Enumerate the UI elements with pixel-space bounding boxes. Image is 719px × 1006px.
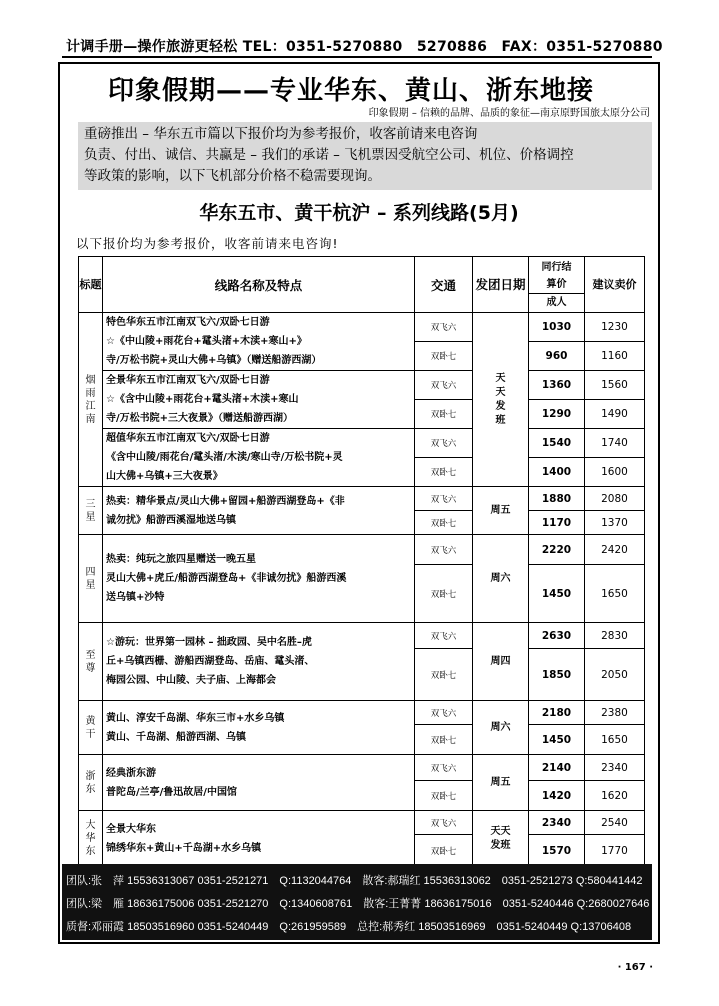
transport-cell: 双飞六 [415,429,473,458]
schedule-char: 天 [495,386,506,398]
contact-row: 质督:邓丽霞 18503516960 0351-5240449 Q:261959589 总控:郝秀红 18503516969 0351-5240449 Q:13706408 [66,921,632,933]
transport-cell: 双飞六 [415,487,473,511]
transport-cell: 双卧七 [415,781,473,811]
notice-line: 重磅推出 – 华东五市篇以下报价均为参考报价，收客前请来电咨询 [84,126,478,142]
route-line: 梅园公园、中山陵、夫子庙、上海都会 [106,675,276,686]
peer-price-cell: 1400 [529,458,585,487]
category-char: 干 [85,728,96,740]
route-cell [103,623,415,701]
header-peer-1: 同行结 [541,261,572,273]
notice-line: 负责、付出、诚信、共赢是 – 我们的承诺 – 飞机票因受航空公司、机位、价格调控 [84,147,574,163]
route-line: ☆《含中山陵+雨花台+鼋头渚+木渎+寒山 [106,394,299,405]
schedule-part: 天天 [490,825,511,837]
peer-price-cell: 1540 [529,429,585,458]
table-row [79,487,645,511]
transport-cell: 双卧七 [415,511,473,535]
peer-price-cell: 1030 [529,313,585,342]
transport-cell: 双飞六 [415,701,473,725]
route-line: 全景大华东 [106,823,156,835]
schedule-cell: 周五 [473,755,529,811]
route-line: 灵山大佛+虎丘/船游西湖登岛+《非诚勿扰》船游西溪 [106,573,347,584]
transport-cell: 双卧七 [415,458,473,487]
peer-price-cell: 1290 [529,400,585,429]
suggested-price-cell: 2380 [585,701,645,725]
suggested-price-cell: 1370 [585,511,645,535]
category-char: 江 [85,400,96,412]
route-cell [103,701,415,755]
route-line: 送乌镇+沙特 [106,592,165,603]
table-row [79,371,645,400]
route-line: 寺/万松书院+三大夜景》（赠送船游西湖） [106,413,294,424]
route-line: 黄山、千岛湖、船游西湖、乌镇 [106,731,246,743]
suggested-price-cell: 1230 [585,313,645,342]
schedule-char: 发 [495,400,506,412]
peer-price-cell: 1420 [529,781,585,811]
route-line: ☆游玩：世界第一园林 – 拙政园、吴中名胜–虎 [106,637,312,648]
table-row [79,429,645,458]
route-cell [103,811,415,867]
category-cell [79,623,103,701]
suggested-price-cell: 1740 [585,429,645,458]
contact-row: 团队:张 萍 15536313067 0351-2521271 Q:1132044764 散客:郝瑞红 15536313062 0351-2521273 Q:580441442 [66,875,643,887]
category-char: 尊 [85,662,96,674]
category-char: 东 [85,846,96,857]
transport-cell: 双飞六 [415,371,473,400]
transport-cell: 双卧七 [415,342,473,371]
suggested-price-cell: 1600 [585,458,645,487]
header-route: 线路名称及特点 [103,257,415,313]
page-subtitle: 印象假期 – 信赖的品牌、品质的象征—南京原野国旅太原分公司 [368,108,650,119]
schedule-cell: 周四 [473,623,529,701]
suggested-price-cell: 1650 [585,725,645,755]
category-cell [79,313,103,487]
notice-line: 等政策的影响，以下飞机部分价格不稳需要现询。 [84,168,381,184]
header-peer-2: 算价 [529,276,584,294]
table-row [79,535,645,565]
suggested-price-cell: 1770 [585,835,645,867]
route-line: 全景华东五市江南双飞六/双卧七日游 [106,375,270,386]
suggested-price-cell: 1160 [585,342,645,371]
peer-price-cell: 1360 [529,371,585,400]
route-line: 黄山、淳安千岛湖、华东三市+水乡乌镇 [106,712,285,724]
route-line: 普陀岛/兰亭/鲁迅故居/中国馆 [106,786,237,798]
route-cell [103,755,415,811]
page-header [62,32,663,58]
schedule-cell [473,313,529,487]
header-peer [529,257,585,313]
route-line: ☆《中山陵+雨花台+鼋头渚+木渎+寒山+》 [106,336,307,347]
contacts-bar [62,864,652,940]
transport-cell: 双飞六 [415,755,473,781]
transport-cell: 双飞六 [415,313,473,342]
peer-price-cell: 1170 [529,511,585,535]
suggested-price-cell: 2340 [585,755,645,781]
route-line: 丘+乌镇西栅、游船西湖登岛、岳庙、鼋头渚、 [106,656,315,667]
peer-price-cell: 2180 [529,701,585,725]
table-row [79,755,645,781]
contact-row: 团队:梁 雁 18636175006 0351-2521270 Q:1340608761 散客:王菁菁 18636175016 0351-5240446 Q:2680027646 [66,898,650,910]
table-row [79,701,645,725]
route-price-table [78,256,645,867]
transport-cell: 双卧七 [415,565,473,623]
category-cell [79,487,103,535]
category-cell [79,755,103,811]
table-header-row [79,257,645,313]
peer-price-cell: 2220 [529,535,585,565]
peer-price-cell: 1570 [529,835,585,867]
route-cell [103,429,415,487]
suggested-price-cell: 1490 [585,400,645,429]
peer-price-cell: 2140 [529,755,585,781]
category-cell [79,535,103,623]
category-char: 烟 [85,374,96,386]
route-line: 热卖：纯玩之旅四星赠送一晚五星 [106,554,256,565]
category-char: 三 [85,498,96,510]
transport-cell: 双卧七 [415,835,473,867]
route-cell [103,371,415,429]
category-char: 雨 [85,387,96,399]
route-line: 山大佛+乌镇+三大夜景》 [106,471,223,482]
route-line: 锦绣华东+黄山+千岛湖+水乡乌镇 [106,842,262,854]
header-cat: 标题 [79,257,103,313]
page-title: 印象假期——专业华东、黄山、浙东地接 [108,76,595,106]
transport-cell: 双飞六 [415,623,473,649]
schedule-cell [473,811,529,867]
route-cell [103,535,415,623]
transport-cell: 双飞六 [415,535,473,565]
header-peer-3: 成人 [546,296,567,308]
category-char: 大 [85,820,96,831]
schedule-part: 发班 [490,839,511,851]
peer-price-cell: 1880 [529,487,585,511]
peer-price-cell: 1450 [529,725,585,755]
suggested-price-cell: 2830 [585,623,645,649]
category-char: 华 [85,833,96,844]
reference-note: 以下报价均为参考报价，收客前请来电咨询! [76,236,339,251]
transport-cell: 双卧七 [415,649,473,701]
category-char: 黄 [85,715,96,727]
route-line: 经典浙东游 [106,767,156,779]
category-cell [79,701,103,755]
route-line: 热卖：精华景点/灵山大佛+留园+船游西湖登岛+《非 [106,495,345,507]
header-schedule: 发团日期 [473,257,529,313]
table-row [79,811,645,835]
category-char: 星 [85,511,96,523]
category-char: 南 [85,413,96,425]
category-cell [79,811,103,867]
transport-cell: 双卧七 [415,400,473,429]
peer-price-cell: 2630 [529,623,585,649]
schedule-cell: 周五 [473,487,529,535]
suggested-price-cell: 1560 [585,371,645,400]
series-title: 华东五市、黄干杭沪 – 系列线路(5月) [199,202,519,224]
route-line: 特色华东五市江南双飞六/双卧七日游 [106,317,270,328]
suggested-price-cell: 2050 [585,649,645,701]
suggested-price-cell: 2540 [585,811,645,835]
category-char: 浙 [85,770,96,782]
schedule-char: 天 [495,372,506,384]
content-frame [58,62,660,944]
peer-price-cell: 960 [529,342,585,371]
header-suggest: 建议卖价 [585,257,645,313]
route-line: 诚勿扰》船游西溪湿地送乌镇 [106,514,236,526]
peer-price-cell: 2340 [529,811,585,835]
transport-cell: 双卧七 [415,725,473,755]
suggested-price-cell: 2420 [585,535,645,565]
category-char: 东 [85,783,96,795]
table-row [79,623,645,649]
route-cell [103,487,415,535]
schedule-cell: 周六 [473,701,529,755]
page-number: · 167 · [617,962,653,973]
peer-price-cell: 1850 [529,649,585,701]
suggested-price-cell: 2080 [585,487,645,511]
header-text: 计调手册—操作旅游更轻松 TEL：0351-5270880 5270886 FAX：0351-5270880 [66,39,663,55]
peer-price-cell: 1450 [529,565,585,623]
route-line: 《含中山陵/雨花台/鼋头渚/木渎/寒山寺/万松书院+灵 [106,452,343,463]
transport-cell: 双飞六 [415,811,473,835]
category-char: 至 [85,649,96,661]
suggested-price-cell: 1650 [585,565,645,623]
notice-box [78,122,652,190]
table-row [79,313,645,342]
category-char: 星 [85,579,96,591]
suggested-price-cell: 1620 [585,781,645,811]
route-cell [103,313,415,371]
schedule-char: 班 [495,414,506,426]
schedule-cell: 周六 [473,535,529,623]
category-char: 四 [85,566,96,578]
header-transport: 交通 [415,257,473,313]
route-line: 寺/万松书院+灵山大佛+乌镇》（赠送船游西湖） [106,355,322,366]
route-line: 超值华东五市江南双飞六/双卧七日游 [106,433,270,444]
